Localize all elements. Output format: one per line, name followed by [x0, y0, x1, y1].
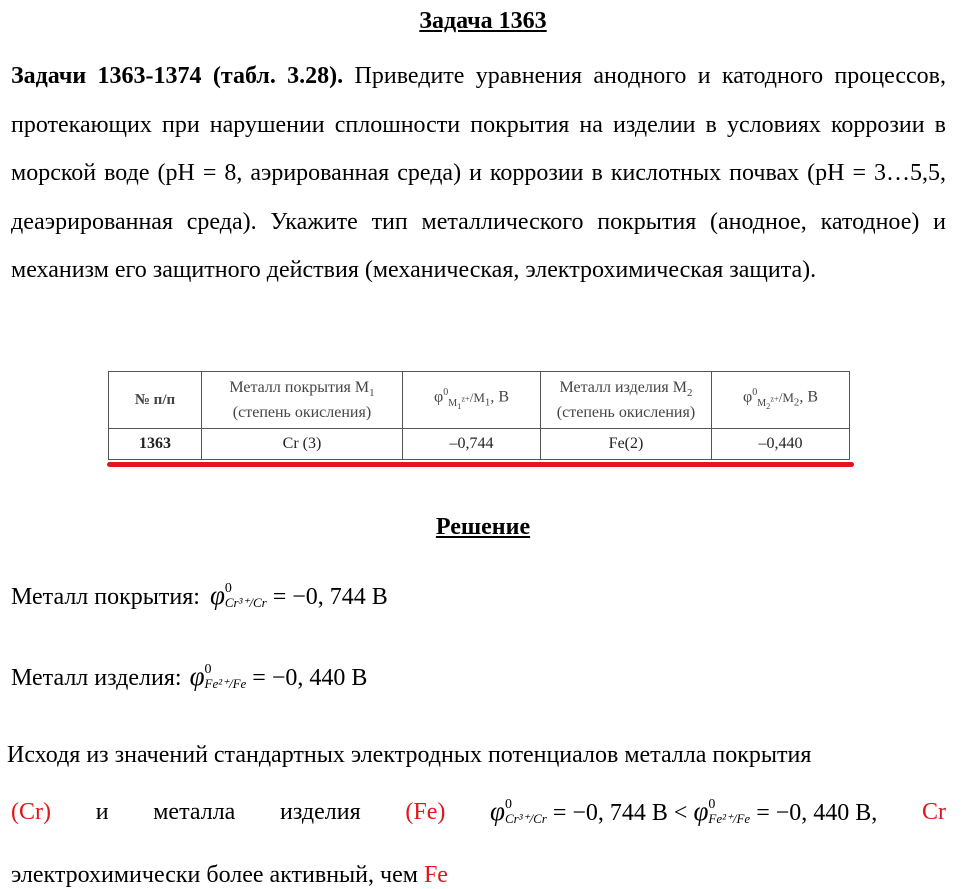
item-value: = −0, 440 В: [252, 665, 368, 691]
cr-label-2: Cr: [921, 798, 946, 825]
cell-number: 1363: [109, 429, 202, 460]
solution-title: Решение: [435, 514, 531, 540]
coat-metal-line: [11, 580, 388, 612]
problem-statement: [11, 52, 946, 295]
header-coat-potential: $\varphi^0_{M_1^{z+}}/M_1$, В: [403, 372, 541, 429]
item-label: Металл изделия:: [11, 665, 182, 691]
header-number: № п/п: [109, 372, 202, 429]
conclusion-line-1: Исходя из значений стандартных электродных потенциалов металла покрытия: [7, 742, 812, 768]
cell-item-metal: Fe(2): [541, 429, 712, 460]
item-sub: Fe²⁺/Fe: [204, 676, 247, 692]
item-metal-line: [11, 661, 367, 693]
cell-coat-metal: Cr (3): [202, 429, 403, 460]
header-coat-metal: Металл покрытия $M_1$ (степень окисления): [202, 372, 403, 429]
word-metal: металла: [153, 798, 236, 825]
cell-item-potential: –0,440: [712, 429, 850, 460]
line3-text: электрохимически более активный, чем: [11, 862, 424, 888]
conclusion-line-2: [11, 796, 946, 828]
end-value: = −0, 440 В,: [756, 800, 878, 826]
word-izdeliya: изделия: [280, 798, 361, 825]
cr-label: (Cr): [11, 798, 51, 825]
header-item-metal: Металл изделия $M_2$ (степень окисления): [541, 372, 712, 429]
task-title: Задача 1363: [419, 8, 547, 34]
comparison-expression: φ 0 Cr³⁺/Cr = −0, 744 В < φ 0 Fe²⁺/Fe = −0, 440 В,: [490, 796, 878, 827]
coat-sub: Cr³⁺/Cr: [224, 595, 267, 611]
fe-label: (Fe): [405, 798, 446, 825]
conclusion-line-3: [11, 862, 448, 889]
cell-coat-potential: –0,744: [403, 429, 541, 460]
problem-text: Приведите уравнения анодного и катодного процессов, протекающих при нарушении сплошности покрытия на изделии в условиях коррозии в морской воде (pH = 8, аэрированная среда) и коррозии в кислотных почвах (pH = 3…5,5, деаэрированная среда). Укажите тип металлического покрытия (анодное, катодное) и механизм его защитного действия (механическая, электрохимическая защита).: [11, 63, 946, 283]
data-table: [108, 371, 850, 460]
data-table-wrapper: [108, 371, 850, 460]
problem-lead: Задачи 1363-1374 (табл. 3.28).: [11, 63, 344, 89]
table-row: [109, 429, 850, 460]
red-underline: [107, 462, 854, 467]
item-phi: φ: [189, 661, 205, 691]
coat-value: = −0, 744 В: [272, 584, 388, 610]
item-zero: 0: [204, 662, 212, 678]
word-and: и: [95, 798, 109, 825]
fe-label-2: Fe: [423, 862, 448, 888]
coat-zero: 0: [224, 581, 232, 597]
mid-value: = −0, 744 В <: [552, 800, 688, 826]
coat-label: Металл покрытия:: [11, 584, 200, 610]
table-header-row: [109, 372, 850, 429]
coat-phi: φ: [209, 580, 225, 610]
header-item-potential: $\varphi^0_{M_2^{z+}}/M_2$, В: [712, 372, 850, 429]
